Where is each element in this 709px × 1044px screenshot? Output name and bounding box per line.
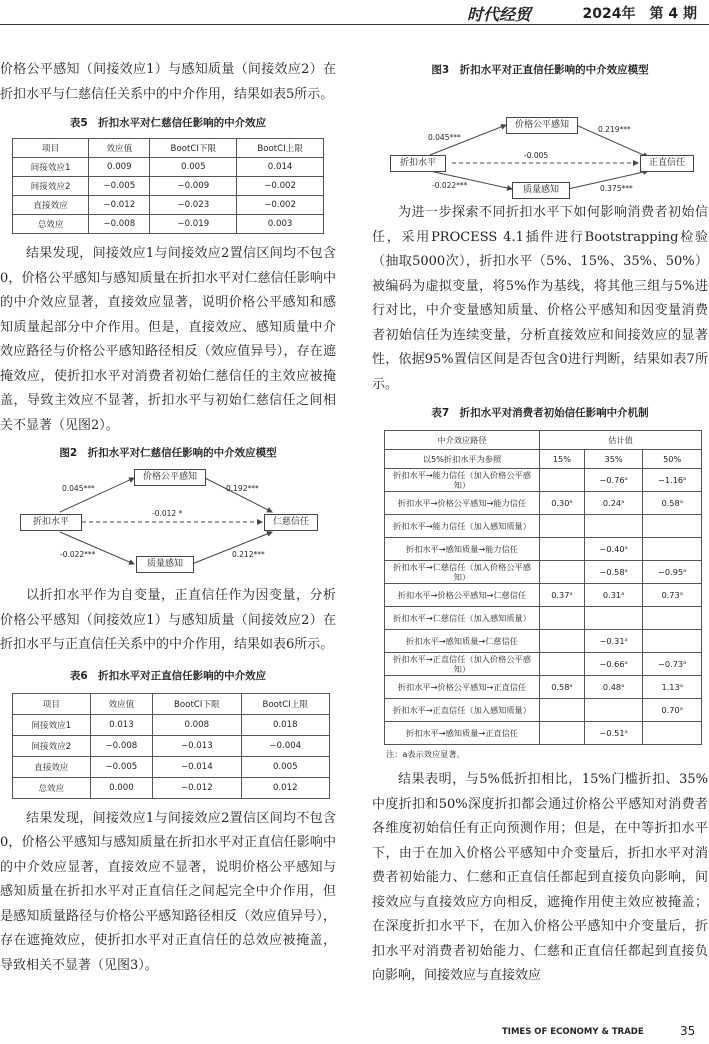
table-cell: −0.005 bbox=[89, 177, 150, 196]
table-cell: 中介效应路径 bbox=[385, 431, 540, 450]
table-cell: 35% bbox=[584, 450, 643, 469]
fig2 bbox=[0, 466, 336, 576]
table-cell: −0.95ᵃ bbox=[643, 561, 702, 584]
table-cell: −0.019 bbox=[150, 215, 237, 234]
table-row bbox=[385, 584, 702, 607]
table-row bbox=[13, 735, 330, 756]
table-cell: 间接效应2 bbox=[13, 735, 91, 756]
table-cell: 折扣水平→能力信任（加入感知质量） bbox=[385, 515, 540, 538]
table-cell: 50% bbox=[643, 450, 702, 469]
fig2-path-b1: 0.192*** bbox=[226, 484, 259, 493]
table-cell: 0.008 bbox=[153, 714, 241, 735]
table-cell bbox=[643, 607, 702, 630]
table-row bbox=[13, 158, 324, 177]
table-cell: 折扣水平→价格公平感知→正直信任 bbox=[385, 676, 540, 699]
table-header-row bbox=[385, 431, 702, 450]
issue-label: 2024年 第 4 期 bbox=[582, 6, 697, 22]
table-cell: −0.008 bbox=[90, 735, 152, 756]
table-row bbox=[385, 607, 702, 630]
table-cell: 1.13ᵃ bbox=[643, 676, 702, 699]
table6-caption: 表6 折扣水平对正直信任影响的中介效应 bbox=[69, 669, 267, 682]
table-cell bbox=[643, 515, 702, 538]
table-cell: BootCI下限 bbox=[150, 139, 237, 158]
table5-caption: 表5 折扣水平对仁慈信任影响的中介效应 bbox=[69, 117, 267, 129]
fig2-path-b2: 0.212*** bbox=[232, 550, 265, 559]
table-cell bbox=[643, 722, 702, 745]
fig2-path-a2: -0.022*** bbox=[60, 550, 96, 559]
fig3-mediator1: 价格公平感知 bbox=[506, 117, 578, 134]
table-cell: −0.73ᵃ bbox=[643, 653, 702, 676]
table-row bbox=[13, 756, 330, 777]
fig3-path-a2: -0.022*** bbox=[432, 181, 468, 190]
table-header-row bbox=[13, 139, 324, 158]
table-header-row bbox=[13, 693, 330, 714]
table-cell: 折扣水平→仁慈信任（加入感知质量） bbox=[385, 607, 540, 630]
table-row bbox=[13, 177, 324, 196]
table-cell: 效应值 bbox=[89, 139, 150, 158]
table-cell: 间接效应1 bbox=[13, 158, 89, 177]
table-cell: 0.000 bbox=[90, 777, 152, 798]
table-cell: 0.30ᵃ bbox=[540, 492, 585, 515]
table-cell: 0.005 bbox=[241, 756, 329, 777]
table-cell: 折扣水平→感知质量→仁慈信任 bbox=[385, 630, 540, 653]
paragraph: 结果发现，间接效应1与间接效应2置信区间均不包含0，价格公平感知与感知质量在折扣水平对仁慈信任影响中的中介效应显著，直接效应显著，说明价格公平感知和感知质量起部分中介作用。但是，直接效应、感知质量中介效应路径与价格公平感知路径相反（效应值异号），存在遮掩效应，使折扣水平对消费者初始仁慈信任的主效应被掩盖，导致主效应不显著，折扣水平与初始仁慈信任之间相关不显著（见图2）。 bbox=[0, 246, 336, 433]
table-row bbox=[385, 515, 702, 538]
fig2-caption: 图2 折扣水平对仁慈信任影响的中介效应模型 bbox=[59, 447, 277, 459]
table-cell bbox=[540, 469, 585, 492]
table-row bbox=[385, 676, 702, 699]
fig3-caption: 图3 折扣水平对正直信任影响的中介效应模型 bbox=[431, 64, 649, 76]
table-cell: 总效应 bbox=[13, 777, 91, 798]
table-cell: −0.58ᵃ bbox=[584, 561, 643, 584]
table-cell bbox=[643, 630, 702, 653]
table-cell: 折扣水平→感知质量→能力信任 bbox=[385, 538, 540, 561]
table7-note: 注：a表示效应显著。 bbox=[386, 749, 465, 759]
table-cell: BootCI下限 bbox=[153, 693, 241, 714]
table-cell bbox=[540, 630, 585, 653]
table-cell: 折扣水平→能力信任（加入价格公平感知） bbox=[385, 469, 540, 492]
footer-journal: TIMES OF ECONOMY & TRADE bbox=[502, 1027, 644, 1037]
table-cell: 折扣水平→价格公平感知→能力信任 bbox=[385, 492, 540, 515]
fig3 bbox=[372, 85, 708, 197]
table-cell: 0.009 bbox=[89, 158, 150, 177]
table-cell: −0.40ᵃ bbox=[584, 538, 643, 561]
table-cell: 0.48ᵃ bbox=[584, 676, 643, 699]
paragraph: 结果表明，与5%低折扣相比，15%门槛折扣、35%中度折扣和50%深度折扣都会通过价格公平感知对消费者各维度初始信任有正向预测作用；但是，在中等折扣水平下，由于在加入价格公平感知中介变量后，折扣水平对消费者初始能力、仁慈和正直信任都起到直接负向影响，间接效应与直接效应方向相反，遮掩作用使主效应被掩盖；在深度折扣水平下，在加入价格公平感知中介变量后，折扣水平对消费者初始能力、仁慈和正直信任都起到直接负向影响，间接效应与直接效应 bbox=[372, 772, 708, 983]
table-row bbox=[385, 699, 702, 722]
table-row bbox=[385, 538, 702, 561]
table-row bbox=[385, 469, 702, 492]
paragraph: 以折扣水平作为自变量，正直信任作为因变量，分析价格公平感知（间接效应1）与感知质量（间接效应2）在折扣水平与正直信任关系中的中介作用，结果如表6所示。 bbox=[0, 588, 336, 652]
fig2-path-c: -0.012 * bbox=[152, 509, 183, 518]
fig3-path-c: -0.005 bbox=[524, 151, 549, 160]
table-cell: 直接效应 bbox=[13, 196, 89, 215]
table-row bbox=[385, 561, 702, 584]
table-cell: 折扣水平→正直信任（加入价格公平感知） bbox=[385, 653, 540, 676]
table-row bbox=[385, 630, 702, 653]
table-cell: 折扣水平→感知质量→正直信任 bbox=[385, 722, 540, 745]
table-cell: −0.008 bbox=[89, 215, 150, 234]
table-cell: −0.009 bbox=[150, 177, 237, 196]
table-cell: 项目 bbox=[13, 693, 91, 714]
paragraph: 价格公平感知（间接效应1）与感知质量（间接效应2）在折扣水平与仁慈信任关系中的中介作用，结果如表5所示。 bbox=[0, 62, 336, 102]
table-cell: 0.73ᵃ bbox=[643, 584, 702, 607]
table7-caption: 表7 折扣水平对消费者初始信任影响中介机制 bbox=[431, 407, 649, 419]
table-cell: 0.70ᵃ bbox=[643, 699, 702, 722]
table-cell: 15% bbox=[540, 450, 585, 469]
table-cell: 0.58ᵃ bbox=[540, 676, 585, 699]
table-row bbox=[13, 777, 330, 798]
table-cell bbox=[584, 699, 643, 722]
table-cell: −1.16ᵃ bbox=[643, 469, 702, 492]
table-cell: 总效应 bbox=[13, 215, 89, 234]
table-cell: 间接效应1 bbox=[13, 714, 91, 735]
table-cell: BootCI上限 bbox=[237, 139, 324, 158]
fig3-path-b2: 0.375*** bbox=[600, 184, 633, 193]
table-cell: 以5%折扣水平为参照 bbox=[385, 450, 540, 469]
fig3-arrows bbox=[372, 85, 708, 197]
fig2-mediator1: 价格公平感知 bbox=[134, 469, 206, 486]
fig3-x-node: 折扣水平 bbox=[390, 155, 446, 172]
page-header bbox=[0, 0, 709, 24]
table-cell: −0.76ᵃ bbox=[584, 469, 643, 492]
fig2-x-node: 折扣水平 bbox=[20, 514, 82, 531]
table-cell: −0.012 bbox=[89, 196, 150, 215]
table-cell: 0.012 bbox=[241, 777, 329, 798]
table-cell: 效应值 bbox=[90, 693, 152, 714]
fig2-path-a1: 0.045*** bbox=[62, 484, 95, 493]
table-cell: −0.013 bbox=[153, 735, 241, 756]
table-cell: −0.014 bbox=[153, 756, 241, 777]
page-number: 35 bbox=[680, 1024, 696, 1038]
table-cell: −0.005 bbox=[90, 756, 152, 777]
table-row bbox=[385, 492, 702, 515]
table-cell bbox=[540, 515, 585, 538]
table-cell bbox=[540, 653, 585, 676]
table-row bbox=[385, 653, 702, 676]
paragraph: 为进一步探索不同折扣水平下如何影响消费者初始信任，采用PROCESS 4.1插件进行Bootstrapping检验（抽取5000次），折扣水平（5%、15%、35%、50%）被编码为虚拟变量，将5%作为基线，将其他三组与5%进行对比，中介变量感知质量、价格公平感知和因变量消费者初始信任为连续变量，分析直接效应和间接效应的显著性，依据95%置信区间是否包含0进行判断，结果如表7所示。 bbox=[372, 205, 708, 392]
table-cell bbox=[540, 699, 585, 722]
table-cell: −0.51ᵃ bbox=[584, 722, 643, 745]
table-cell bbox=[643, 538, 702, 561]
table-row bbox=[13, 215, 324, 234]
table-cell: 折扣水平→正直信任（加入感知质量） bbox=[385, 699, 540, 722]
table-cell: 间接效应2 bbox=[13, 177, 89, 196]
table-cell bbox=[540, 722, 585, 745]
fig3-y-node: 正直信任 bbox=[640, 155, 694, 172]
table-row bbox=[385, 722, 702, 745]
table-cell bbox=[584, 607, 643, 630]
magazine-title: 时代经贸 bbox=[466, 5, 531, 24]
table-cell: 0.31ᵃ bbox=[584, 584, 643, 607]
table-cell: −0.66ᵃ bbox=[584, 653, 643, 676]
table-row bbox=[13, 196, 324, 215]
fig2-mediator2: 质量感知 bbox=[136, 556, 194, 573]
fig3-path-a1: 0.045*** bbox=[428, 133, 461, 142]
left-column bbox=[0, 58, 336, 978]
table-cell: 直接效应 bbox=[13, 756, 91, 777]
table-cell: 0.37ᵃ bbox=[540, 584, 585, 607]
table-cell: −0.004 bbox=[241, 735, 329, 756]
table-cell: −0.012 bbox=[153, 777, 241, 798]
table-cell bbox=[584, 515, 643, 538]
table-cell: 估计值 bbox=[540, 431, 702, 450]
header-rule bbox=[0, 24, 709, 25]
table-cell bbox=[540, 607, 585, 630]
table-cell: BootCI上限 bbox=[241, 693, 329, 714]
table-cell bbox=[540, 561, 585, 584]
table-cell: −0.002 bbox=[237, 196, 324, 215]
table-cell: 项目 bbox=[13, 139, 89, 158]
table-cell: 0.013 bbox=[90, 714, 152, 735]
table-cell: −0.002 bbox=[237, 177, 324, 196]
right-column bbox=[372, 62, 708, 989]
fig2-y-node: 仁慈信任 bbox=[264, 514, 318, 531]
fig3-path-b1: 0.219*** bbox=[598, 125, 631, 134]
table-cell: 折扣水平→价格公平感知→仁慈信任 bbox=[385, 584, 540, 607]
table6 bbox=[12, 693, 330, 799]
table-cell: 折扣水平→仁慈信任（加入价格公平感知） bbox=[385, 561, 540, 584]
table-cell: 0.005 bbox=[150, 158, 237, 177]
table-row bbox=[13, 714, 330, 735]
table5 bbox=[12, 138, 324, 234]
table-cell: 0.018 bbox=[241, 714, 329, 735]
table-cell: 0.014 bbox=[237, 158, 324, 177]
table7 bbox=[384, 430, 702, 745]
fig3-mediator2: 质量感知 bbox=[512, 182, 570, 199]
table-header-row bbox=[385, 450, 702, 469]
paragraph: 结果发现，间接效应1与间接效应2置信区间均不包含0，价格公平感知与感知质量在折扣水平对正直信任影响中的中介效应显著，直接效应不显著，说明价格公平感知与感知质量在折扣水平对正直信任之间起完全中介作用，但是感知质量路径与价格公平感知路径相反（效应值异号），存在遮掩效应，使折扣水平对正直信任的总效应被掩盖，导致相关不显著（见图3）。 bbox=[0, 810, 336, 973]
table-cell: 0.24ᵃ bbox=[584, 492, 643, 515]
table-cell: 0.003 bbox=[237, 215, 324, 234]
table-cell: 0.58ᵃ bbox=[643, 492, 702, 515]
table-cell: −0.023 bbox=[150, 196, 237, 215]
table-cell bbox=[540, 538, 585, 561]
table-cell: −0.31ᵃ bbox=[584, 630, 643, 653]
